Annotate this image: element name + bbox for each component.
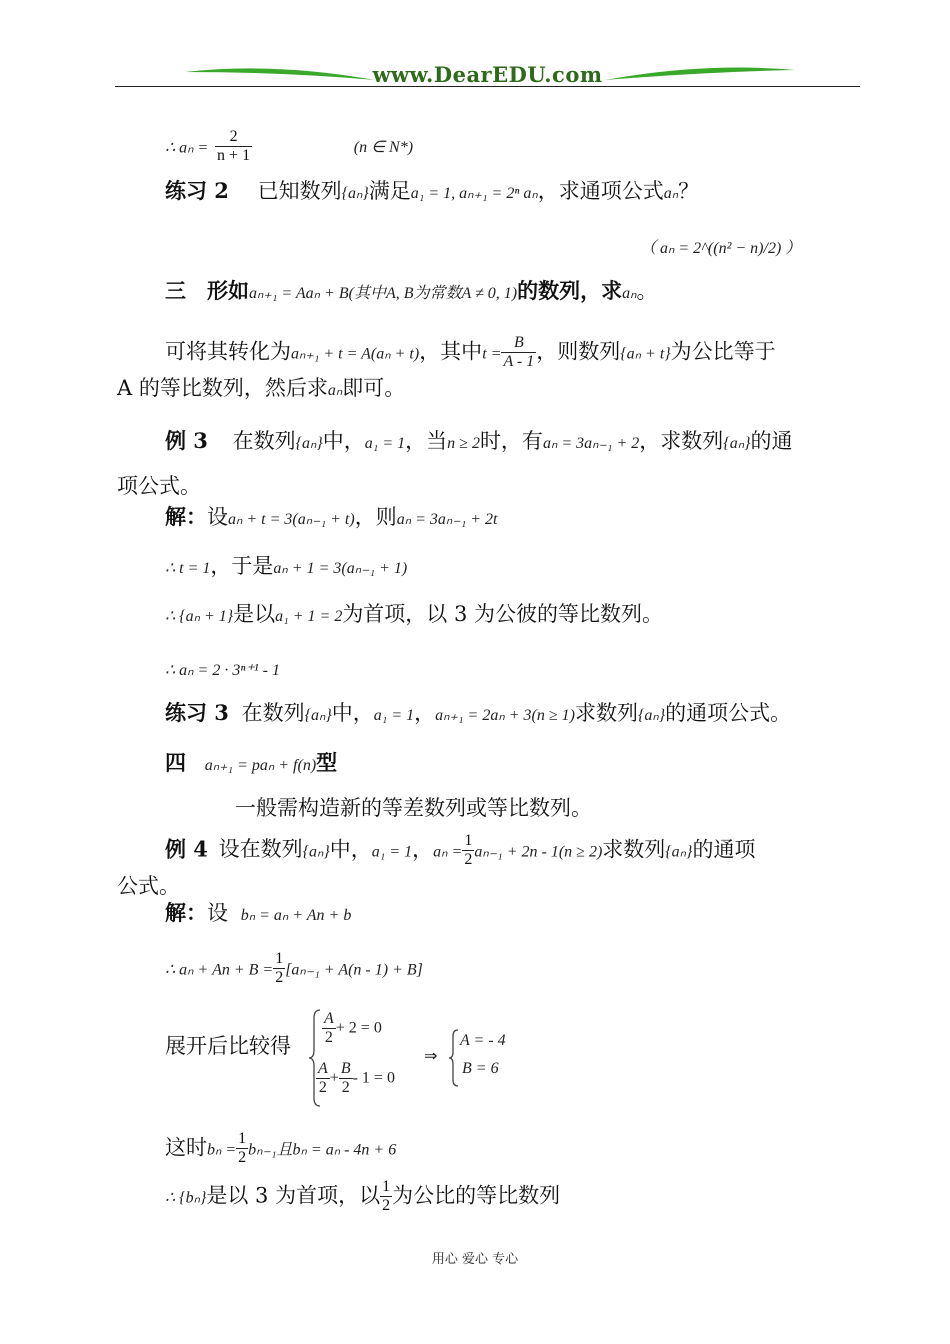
formula: {aₙ} <box>341 185 369 202</box>
section-title: 四 <box>165 750 186 775</box>
page-footer: 用心 爱心 专心 <box>431 1252 519 1267</box>
method-line-2 <box>117 376 405 401</box>
formula: t = <box>482 345 502 363</box>
section-4-note <box>235 796 592 821</box>
solution-4-step3-label <box>165 1034 291 1059</box>
formula: {aₙ + t} <box>620 345 671 363</box>
formula: aₙ₊₁ = 2aₙ + 3(n ≥ 1) <box>435 707 575 724</box>
text: 。 <box>636 279 658 303</box>
formula: {aₙ} <box>304 707 332 724</box>
text: 在数列 <box>241 701 305 725</box>
header-rule <box>115 86 860 87</box>
result-A: A = - 4 <box>460 1032 506 1049</box>
text: ，其中 <box>419 339 483 364</box>
solution-4-step5 <box>165 1178 560 1216</box>
section-4-heading <box>165 750 337 776</box>
formula: {aₙ} <box>302 843 330 861</box>
section-title: 三 形如 <box>165 278 249 303</box>
formula: {aₙ} <box>665 843 693 861</box>
fraction: $\frac{1}{2}$ <box>464 832 473 869</box>
text: A 的等比数列，然后求 <box>117 376 328 400</box>
formula: {aₙ} <box>723 435 751 452</box>
formula: aₙ <box>622 285 637 302</box>
text: 设在数列 <box>218 837 303 862</box>
text: 这时 <box>165 1135 207 1160</box>
text: ，则 <box>354 505 397 529</box>
formula: aₙ <box>663 185 679 202</box>
formula: bₙ = <box>207 1141 237 1159</box>
line-an-result <box>165 128 413 166</box>
formula: aₙ₋₁ + 2n - 1(n ≥ 2) <box>474 843 603 861</box>
text: 是以 3 为首项，以 <box>206 1183 381 1208</box>
text: 即可。 <box>342 376 406 400</box>
text: 一般需构造新的等差数列或等比数列。 <box>235 796 592 820</box>
formula: ∴ aₙ + An + B = <box>165 961 274 979</box>
formula: a₁ = 1, aₙ₊₁ = 2ⁿ aₙ <box>410 185 538 202</box>
text: 的通项 <box>692 837 756 862</box>
page-header <box>115 60 860 90</box>
text: 满足 <box>368 179 411 203</box>
solution-4-step1 <box>165 900 351 926</box>
text: ， <box>412 837 434 862</box>
example-label: 例 4 <box>165 836 208 862</box>
exercise-2-answer <box>640 234 801 259</box>
exercise-2 <box>165 178 699 204</box>
formula: （ aₙ = 2^((n² − n)/2) ） <box>640 240 802 257</box>
text: ，求数列 <box>639 429 724 453</box>
formula: a₁ = 1 <box>371 843 413 861</box>
solution-4-step2 <box>165 950 423 988</box>
text: 求数列 <box>574 701 638 725</box>
text: 是以 <box>233 602 276 626</box>
text: 项公式。 <box>117 474 201 498</box>
solution-3-step2 <box>165 554 407 579</box>
site-name: www.DearEDU.com <box>372 62 603 87</box>
solution-3-result <box>165 656 280 681</box>
formula: aₙ₊₁ = Aaₙ + B(其中A, B为常数A ≠ 0, 1) <box>249 285 518 302</box>
fraction: $\frac{B}{2}$ <box>340 1060 351 1097</box>
right-brace <box>448 1028 460 1088</box>
solution-3-step1 <box>165 504 498 530</box>
formula: ∴ {aₙ + 1} <box>165 608 234 625</box>
section-title: 的数列，求 <box>517 278 623 303</box>
formula: bₙ = aₙ + An + b <box>240 907 352 924</box>
condition: (n ∈ N*) <box>353 139 414 157</box>
text: 的通项公式。 <box>665 701 792 725</box>
equation-1 <box>322 1010 382 1048</box>
text: ，于是 <box>210 554 274 578</box>
fraction: $\frac{A}{2}$ <box>318 1060 328 1097</box>
implies-arrow: ⇒ <box>424 1048 438 1065</box>
formula: {aₙ} <box>295 435 323 452</box>
section-title: 型 <box>316 750 338 775</box>
text: ，当 <box>405 429 448 453</box>
example-3 <box>165 428 792 454</box>
formula: a₁ + 1 = 2 <box>275 608 343 625</box>
fraction: $\frac{B}{A - 1}$ <box>503 334 535 371</box>
formula: + <box>329 1069 339 1087</box>
text: 时，有 <box>479 429 543 453</box>
text: 公式。 <box>117 874 180 898</box>
text: 中， <box>329 837 372 862</box>
text: 中， <box>322 429 365 453</box>
formula: a₁ = 1 <box>373 707 415 724</box>
formula: n ≥ 2 <box>447 435 480 452</box>
method-line <box>165 334 776 372</box>
text: ，求通项公式 <box>537 179 664 203</box>
fraction: $\frac{1}{2}$ <box>238 1130 247 1167</box>
solution-4-step4 <box>165 1130 396 1168</box>
example-4 <box>165 832 755 870</box>
text: 可将其转化为 <box>165 339 291 364</box>
text: 设 <box>207 901 228 925</box>
text: ？ <box>678 179 700 203</box>
formula: [aₙ₋₁ + A(n - 1) + B] <box>285 961 423 979</box>
text: 求数列 <box>602 837 666 862</box>
exercise-3 <box>165 700 791 726</box>
formula: + 2 = 0 <box>335 1019 382 1037</box>
solution-label: 解： <box>165 504 207 529</box>
formula: aₙ = <box>433 843 463 861</box>
formula: a₁ = 1 <box>364 435 406 452</box>
formula: aₙ + t = 3(aₙ₋₁ + t) <box>228 511 355 528</box>
formula: aₙ = 3aₙ₋₁ + 2t <box>396 511 498 528</box>
exercise-label: 练习 3 <box>165 700 229 725</box>
text: 在数列 <box>232 429 296 453</box>
exercise-label: 练习 2 <box>165 178 229 203</box>
text: 设 <box>207 505 228 529</box>
text: ， <box>414 701 436 725</box>
formula: - 1 = 0 <box>352 1069 395 1087</box>
formula: aₙ₊₁ = paₙ + f(n) <box>204 757 317 774</box>
text: ，则数列 <box>536 339 621 364</box>
text: 为公比的等比数列 <box>392 1183 561 1208</box>
example-label: 例 3 <box>165 428 208 453</box>
text: 已知数列 <box>257 179 342 203</box>
equation-2 <box>316 1060 395 1098</box>
solution-3-step3 <box>165 602 663 627</box>
formula: aₙ₊₁ + t = A(aₙ + t) <box>291 345 420 363</box>
text: 展开后比较得 <box>165 1034 291 1058</box>
formula: aₙ + 1 = 3(aₙ₋₁ + 1) <box>273 560 408 577</box>
formula: ∴ aₙ = <box>165 139 209 157</box>
formula: {aₙ} <box>637 707 666 724</box>
fraction: $\frac{1}{2}$ <box>382 1178 391 1215</box>
example-3-cont <box>117 474 201 499</box>
fraction: $\frac{A}{2}$ <box>324 1010 334 1047</box>
formula: aₙ <box>327 382 343 399</box>
example-4-cont <box>117 874 180 899</box>
formula: ∴ t = 1 <box>165 560 211 577</box>
text: 为首项，以 3 为公彼的等比数列。 <box>342 602 664 626</box>
formula: ∴ {bₙ} <box>165 1189 207 1207</box>
section-3-heading <box>165 278 657 304</box>
formula: aₙ = 3aₙ₋₁ + 2 <box>542 435 640 452</box>
fraction: $\frac{2}{n + 1}$ <box>217 128 251 165</box>
solution-label: 解： <box>165 900 207 925</box>
formula: ∴ aₙ = 2 · 3ⁿ⁺¹ - 1 <box>165 662 280 679</box>
result-B: B = 6 <box>462 1060 499 1077</box>
formula: bₙ₋₁且bₙ = aₙ - 4n + 6 <box>248 1141 397 1159</box>
fraction: $\frac{1}{2}$ <box>275 950 284 987</box>
text: 的通 <box>750 429 793 453</box>
text: 中， <box>331 701 374 725</box>
text: 为公比等于 <box>670 339 776 364</box>
